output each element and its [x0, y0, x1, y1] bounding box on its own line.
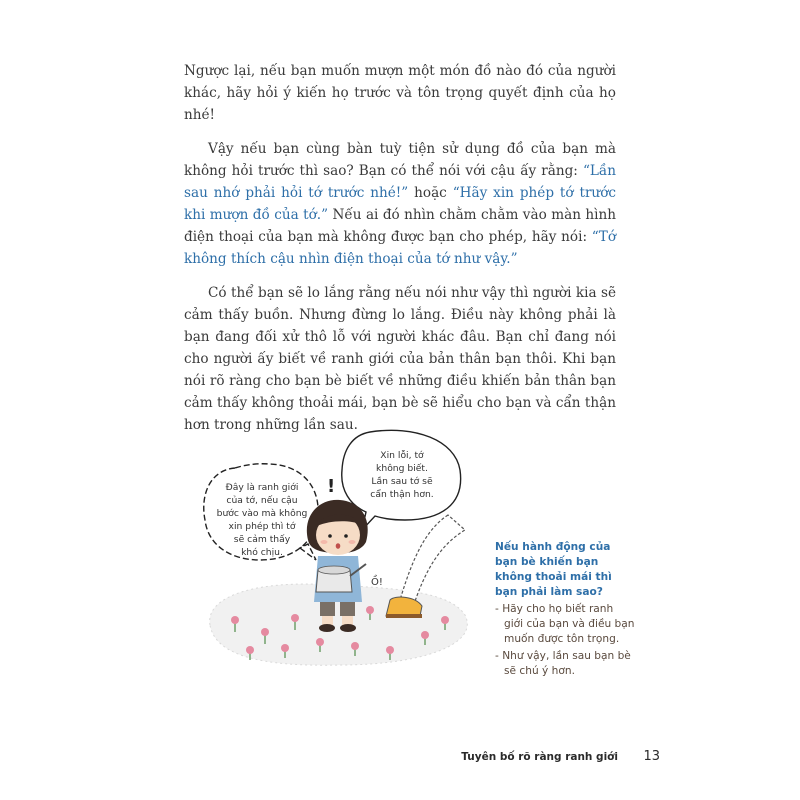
- quote-ask-first: “Lần sau nhớ phải hỏi tớ trước nhé!”: [184, 163, 616, 201]
- paragraph-1: Ngược lại, nếu bạn muốn mượn một món đồ nào đó của người khác, hãy hỏi ý kiến họ trước và tôn trọng quyết định của họ nhé!: [184, 63, 616, 123]
- illustration: [190, 420, 490, 680]
- bubble-right-line-1: Xin lỗi, tớ: [380, 450, 424, 461]
- tip-item-1: - Hãy cho họ biết ranh giới của bạn và điều bạn muốn được tôn trọng.: [495, 603, 635, 645]
- chapter-title: Tuyên bố rõ ràng ranh giới: [461, 751, 618, 763]
- bubble-left-line-6: khó chịu.: [241, 547, 283, 558]
- paragraph-2: [184, 138, 616, 270]
- bubble-left-line-1: Đây là ranh giới: [225, 482, 299, 493]
- quote-phone: “Tớ không thích cậu nhìn điện thoại của tớ như vậy.”: [184, 229, 616, 267]
- quote-ask-permission: “Hãy xin phép tớ trước khi mượn đồ của tớ.”: [184, 185, 616, 223]
- bubble-left-line-2: của tớ, nếu cậu: [226, 495, 298, 506]
- bubble-left-line-3: bước vào mà không: [216, 508, 308, 519]
- paragraph-2-part-a: Vậy nếu bạn cùng bàn tuỳ tiện sử dụng đồ của bạn mà không hỏi trước thì sao? Bạn có thể nói với cậu ấy rằng:: [184, 141, 616, 179]
- bubble-left-line-5: sẽ cảm thấy: [233, 534, 291, 545]
- paragraph-2-part-b: hoặc: [408, 185, 453, 201]
- tip-box: [495, 540, 635, 679]
- oops-text: Ồ!: [371, 577, 383, 588]
- paragraph-2-part-c: Nếu ai đó nhìn chằm chằm vào màn hình điện thoại của bạn mà không được bạn cho phép, hãy nói:: [184, 207, 616, 245]
- paragraph-3: Có thể bạn sẽ lo lắng rằng nếu nói như vậy thì người kia sẽ cảm thấy buồn. Nhưng đừng lo lắng. Điều này không phải là bạn đang đối xử thô lỗ với người khác đâu. Bạn chỉ đang nói cho người ấy biết về ranh giới của bản thân bạn thôi. Khi bạn nói rõ ràng cho bạn bè biết về những điều khiến bản thân bạn cảm thấy không thoải mái, bạn bè sẽ hiểu cho bạn và cẩn thận hơn trong những lần sau.: [184, 285, 616, 433]
- exclamation-mark: !: [327, 476, 336, 497]
- tip-question: Nếu hành động của bạn bè khiến bạn không thoải mái thì bạn phải làm sao?: [495, 541, 612, 598]
- illustration-svg: [190, 420, 490, 680]
- bubble-right-line-4: cẩn thận hơn.: [370, 489, 434, 500]
- bubble-right-line-2: không biết.: [376, 463, 428, 474]
- page-footer: [461, 749, 660, 767]
- page-number: 13: [643, 749, 660, 764]
- bubble-right-line-3: Lần sau tớ sẽ: [371, 476, 433, 487]
- bubble-left-line-4: xin phép thì tớ: [228, 521, 296, 532]
- body-text: [184, 60, 616, 448]
- tip-item-2: - Như vậy, lần sau bạn bè sẽ chú ý hơn.: [495, 650, 631, 677]
